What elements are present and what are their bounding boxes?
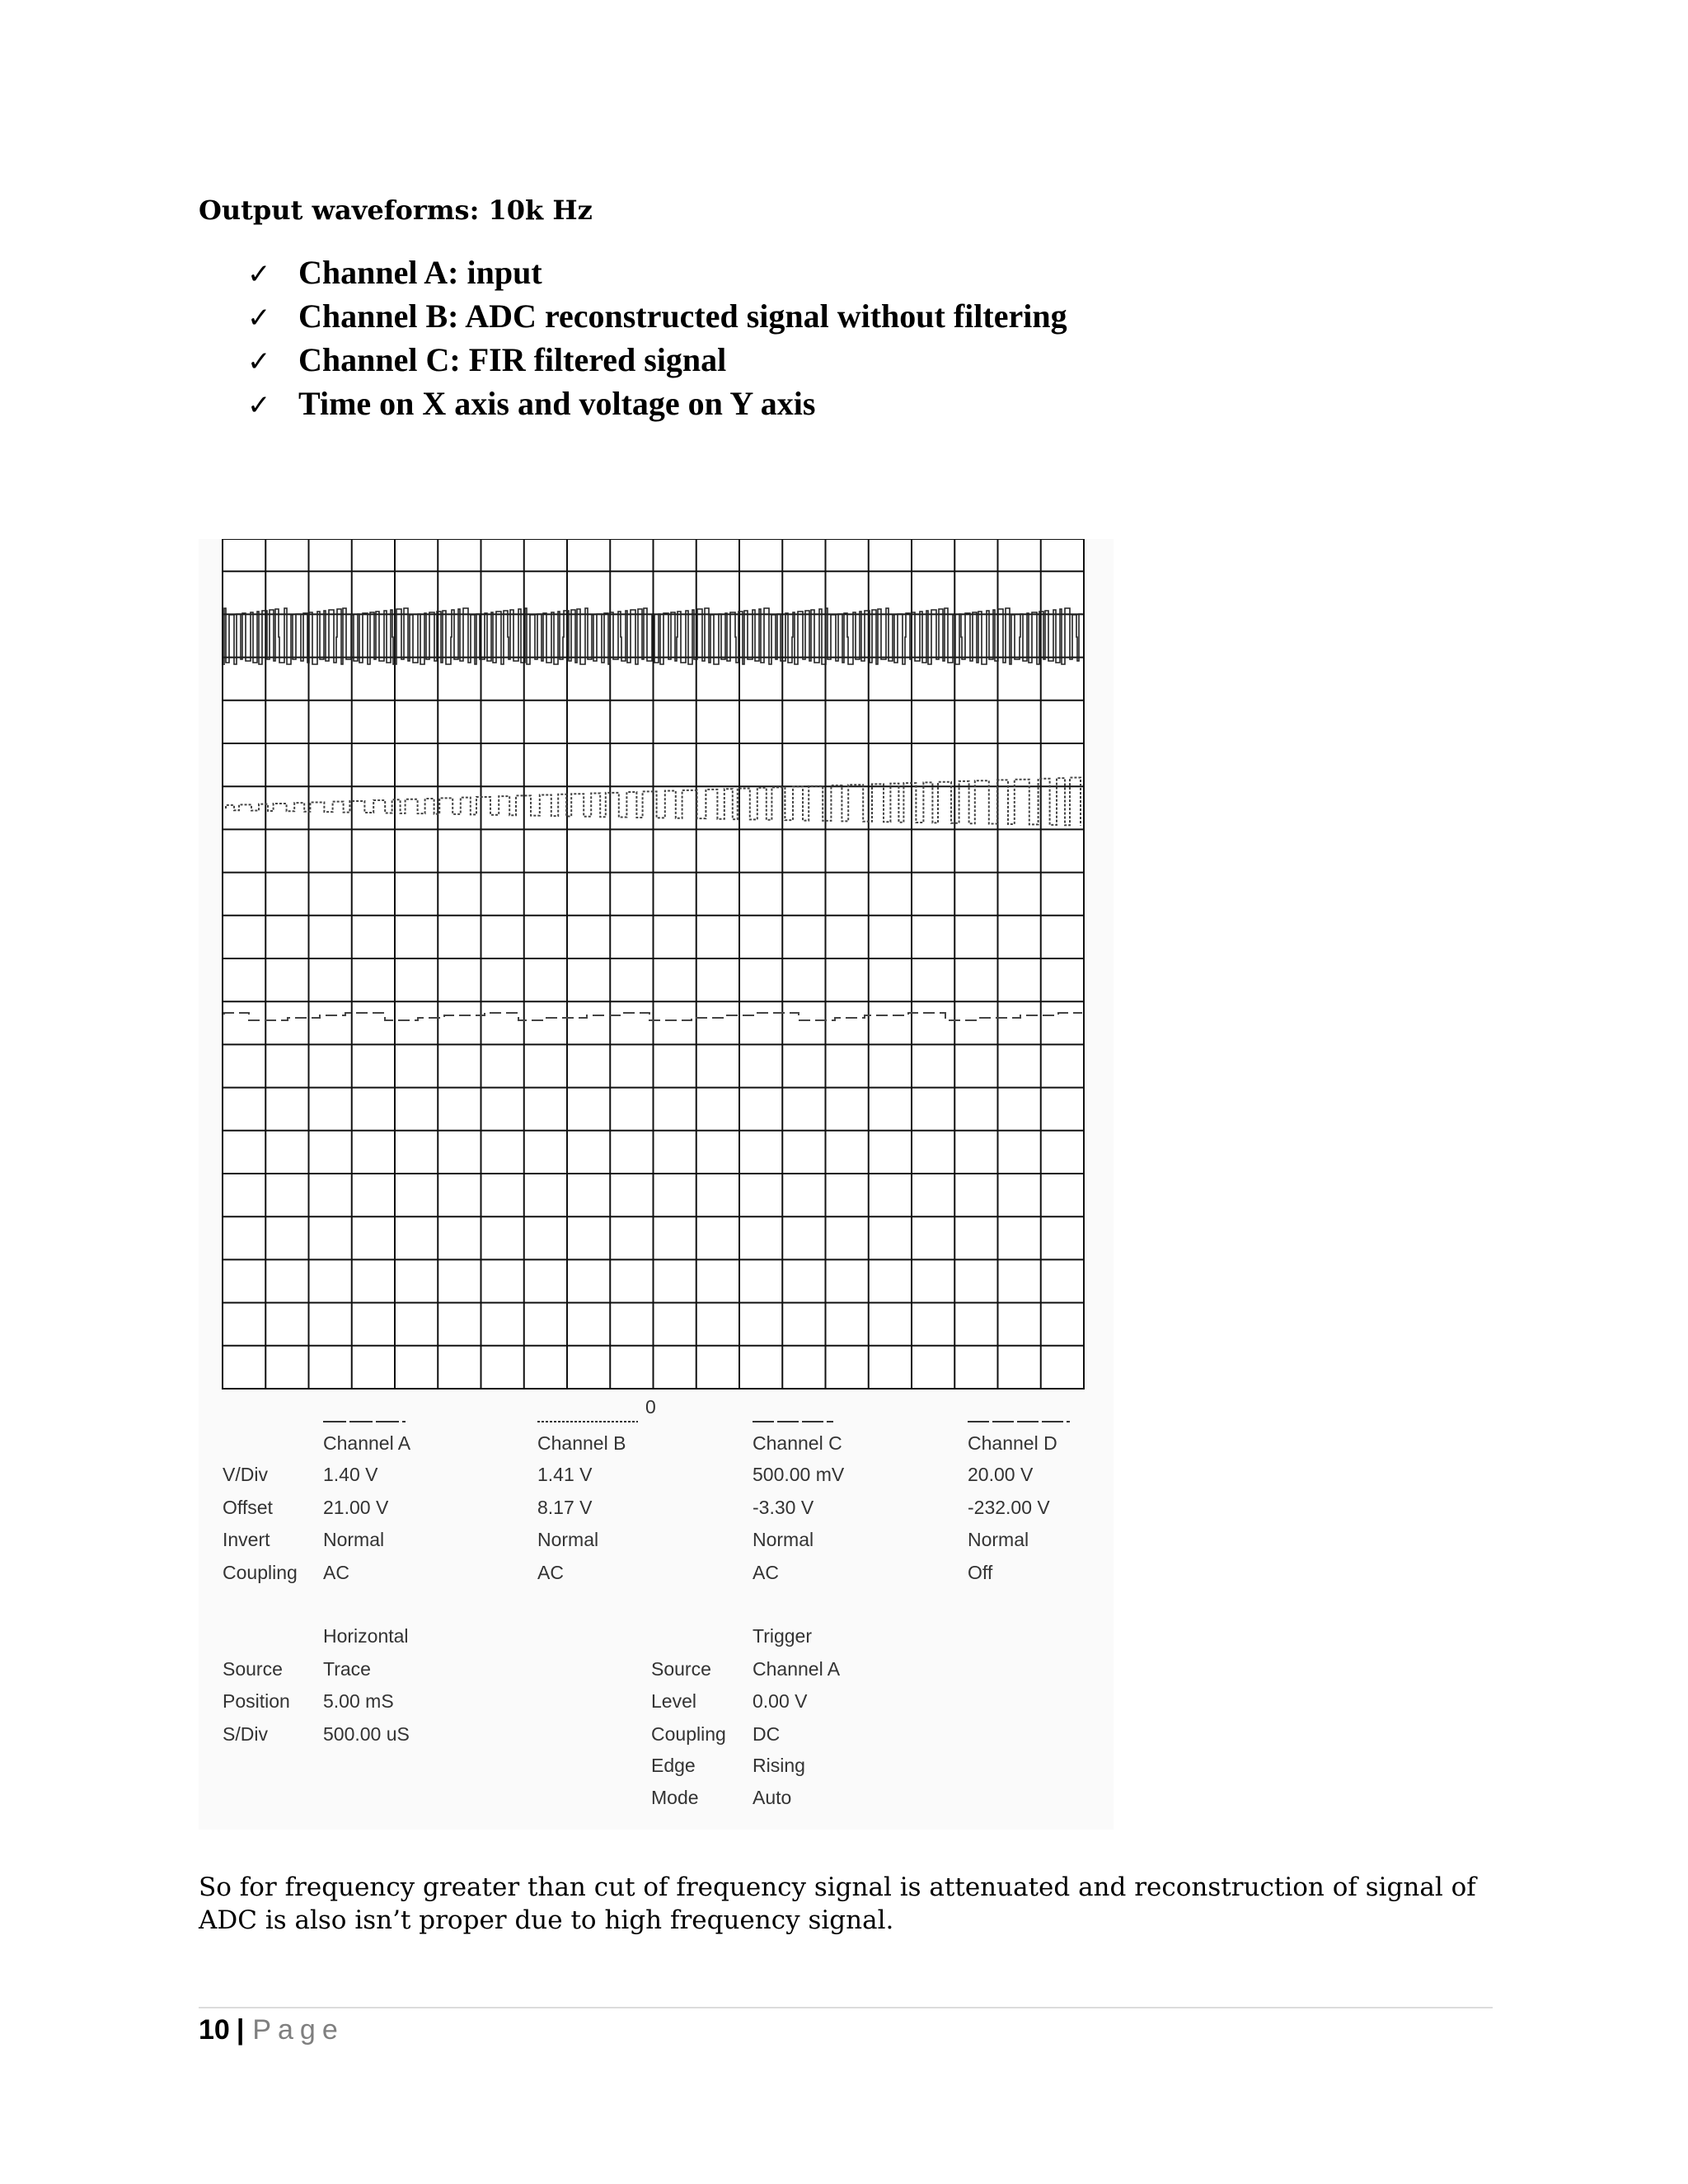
footer-divider — [199, 2007, 1493, 2008]
page-word: Page — [252, 2014, 345, 2046]
channel-b-invert: Normal — [537, 1529, 599, 1550]
offset-label: Offset — [223, 1497, 273, 1518]
checklist-item — [247, 251, 1067, 294]
channel-c-invert: Normal — [753, 1529, 814, 1550]
trigger-edge-label: Edge — [651, 1755, 696, 1776]
channel-c-coupling: AC — [753, 1562, 779, 1583]
trigger-edge-value: Rising — [753, 1755, 805, 1776]
horizontal-position-label: Position — [223, 1690, 290, 1712]
checklist-text: Channel A: input — [298, 254, 542, 291]
horizontal-source-value: Trace — [323, 1658, 371, 1680]
page-number: 10 — [199, 2014, 230, 2046]
trigger-source-label: Source — [651, 1658, 711, 1680]
channel-b-name: Channel B — [537, 1432, 626, 1454]
horizontal-position-value: 5.00 mS — [323, 1690, 394, 1712]
horizontal-sdiv-label: S/Div — [223, 1723, 268, 1745]
channel-a-vdiv: 1.40 V — [323, 1464, 378, 1485]
checkmark-icon: ✓ — [247, 302, 271, 335]
trigger-mode-value: Auto — [753, 1787, 792, 1808]
coupling-label: Coupling — [223, 1562, 298, 1583]
checklist-item — [247, 338, 1067, 382]
checkmark-icon: ✓ — [247, 345, 271, 378]
channel-b-offset: 8.17 V — [537, 1497, 593, 1518]
checklist-text: Channel B: ADC reconstructed signal without filtering — [298, 298, 1067, 335]
channel-c-offset: -3.30 V — [753, 1497, 814, 1518]
channel-b-vdiv: 1.41 V — [537, 1464, 593, 1485]
horizontal-source-label: Source — [223, 1658, 283, 1680]
channel-c-name: Channel C — [753, 1432, 842, 1454]
channel-a-name: Channel A — [323, 1432, 411, 1454]
trigger-title: Trigger — [753, 1625, 812, 1647]
channel-d-offset: -232.00 V — [968, 1497, 1050, 1518]
trigger-coupling-value: DC — [753, 1723, 781, 1745]
checklist-item — [247, 382, 1067, 425]
horizontal-sdiv-value: 500.00 uS — [323, 1723, 410, 1745]
channel-d-name: Channel D — [968, 1432, 1057, 1454]
channel-d-invert: Normal — [968, 1529, 1029, 1550]
footer-separator: | — [236, 2014, 245, 2046]
page-footer — [199, 2014, 345, 2046]
trigger-level-label: Level — [651, 1690, 696, 1712]
trigger-source-value: Channel A — [753, 1658, 841, 1680]
trigger-mode-label: Mode — [651, 1787, 699, 1808]
channel-d-coupling: Off — [968, 1562, 993, 1583]
page-heading: Output waveforms: 10k Hz — [199, 194, 593, 226]
channel-b-coupling: AC — [537, 1562, 564, 1583]
channel-d-vdiv: 20.00 V — [968, 1464, 1034, 1485]
checkmark-icon: ✓ — [247, 389, 271, 422]
oscilloscope-screenshot — [199, 539, 1114, 1830]
checklist-text: Channel C: FIR filtered signal — [298, 341, 727, 378]
channel-a-coupling: AC — [323, 1562, 349, 1583]
scope-grid — [223, 539, 1084, 1389]
checkmark-icon: ✓ — [247, 258, 271, 291]
trigger-coupling-label: Coupling — [651, 1723, 726, 1745]
checklist-text: Time on X axis and voltage on Y axis — [298, 385, 816, 422]
conclusion-paragraph: So for frequency greater than cut of frequency signal is attenuated and reconstruction of signal of ADC is also isn’t proper due to high frequency signal. — [199, 1872, 1476, 1935]
trigger-level-value: 0.00 V — [753, 1690, 808, 1712]
checklist-item — [247, 294, 1067, 338]
horizontal-title: Horizontal — [323, 1625, 409, 1647]
zero-marker: 0 — [645, 1396, 656, 1418]
channel-a-invert: Normal — [323, 1529, 385, 1550]
vdiv-label: V/Div — [223, 1464, 268, 1485]
invert-label: Invert — [223, 1529, 270, 1550]
channel-a-offset: 21.00 V — [323, 1497, 389, 1518]
channel-c-vdiv: 500.00 mV — [753, 1464, 845, 1485]
checklist — [247, 251, 1067, 425]
